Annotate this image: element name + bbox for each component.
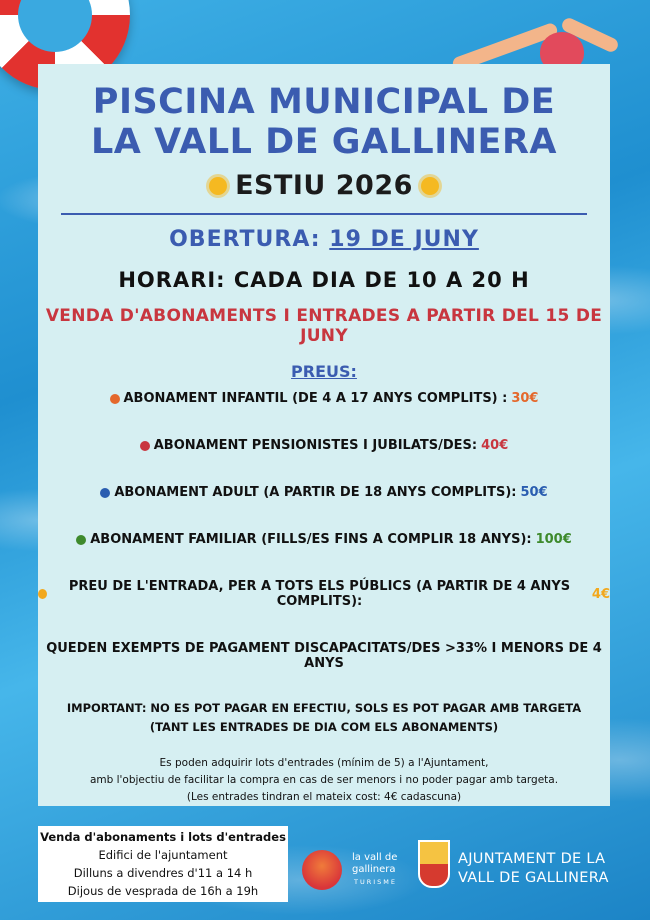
sales-info-box [38,826,288,902]
divider [61,213,587,215]
lots-line-1: Es poden adquirir lots d'entrades (mínim de 5) a l'Ajuntament, [159,757,489,769]
info-line-2: Dilluns a divendres d'11 a 14 h [73,866,253,880]
council-logo-text [458,850,609,888]
season-label: ESTIU 2026 [235,170,413,201]
price-value: 50€ [520,485,548,500]
price-item-child [38,391,610,406]
info-line-1: Edifici de l'ajuntament [98,848,228,862]
season-row [38,170,610,201]
turisme-logo-text: la vall de gallinera [352,852,398,875]
price-value: 40€ [481,438,509,453]
price-label: ABONAMENT PENSIONISTES I JUBILATS/DES: [153,438,478,453]
sun-icon [209,177,227,195]
opening-label: OBERTURA: [169,227,321,252]
poster-panel [38,64,610,806]
opening-date [38,227,610,252]
turisme-logo-sub: TURISME [354,878,398,886]
important-notice [38,699,610,737]
coat-of-arms-icon [418,840,450,888]
sales-notice: VENDA D'ABONAMENTS I ENTRADES A PARTIR DEL 15 DE JUNY [45,306,603,346]
council-line-1: AJUNTAMENT DE LA [458,851,606,867]
council-line-2: VALL DE GALLINERA [458,870,609,886]
price-item-adult [38,485,610,500]
prices-heading: PREUS: [291,362,357,381]
price-label: ABONAMENT FAMILIAR (FILLS/ES FINS A COMPLIR 18 ANYS): [90,532,532,547]
pot-logo-icon [302,850,342,890]
important-line-1: IMPORTANT: NO ES POT PAGAR EN EFECTIU, SOLS ES POT PAGAR AMB TARGETA [66,701,582,715]
bullet-dot-icon [100,488,110,498]
opening-date-value: 19 DE JUNY [329,227,479,252]
price-value: 4€ [591,586,610,602]
bullet-dot-icon [38,589,47,599]
bullet-dot-icon [140,441,150,451]
important-line-2: (TANT LES ENTRADES DE DIA COM ELS ABONAMENTS) [149,720,499,734]
lots-line-2: amb l'objectiu de facilitar la compra en cas de ser menors i no poder pagar amb targeta. [89,774,559,786]
info-heading: Venda d'abonaments i lots d'entrades [40,830,286,844]
bullet-dot-icon [110,394,120,404]
title-line-1: PISCINA MUNICIPAL DE [92,82,556,122]
price-item-family [38,532,610,547]
exemption-notice: QUEDEN EXEMPTS DE PAGAMENT DISCAPACITATS/DES >33% I MENORS DE 4 ANYS [46,641,602,671]
price-item-pensioner [38,438,610,453]
lots-notice [38,755,610,806]
lots-line-3: (Les entrades tindran el mateix cost: 4€ cadascuna) [186,791,462,803]
price-label: ABONAMENT ADULT (A PARTIR DE 18 ANYS COMPLITS): [114,485,517,500]
opening-hours: HORARI: CADA DIA DE 10 A 20 H [118,268,530,292]
title-line-2: LA VALL DE GALLINERA [91,122,557,162]
info-line-3: Dijous de vesprada de 16h a 19h [67,884,259,898]
price-label: ABONAMENT INFANTIL (DE 4 A 17 ANYS COMPLITS) : [123,391,508,406]
price-item-ticket [38,579,610,609]
price-label: PREU DE L'ENTRADA, PER A TOTS ELS PÚBLICS (A PARTIR DE 4 ANYS COMPLITS): [68,579,571,609]
sun-icon [421,177,439,195]
bullet-dot-icon [76,535,86,545]
price-value: 100€ [535,532,572,547]
page-title [38,82,610,162]
turisme-logo [302,838,412,898]
price-value: 30€ [511,391,539,406]
